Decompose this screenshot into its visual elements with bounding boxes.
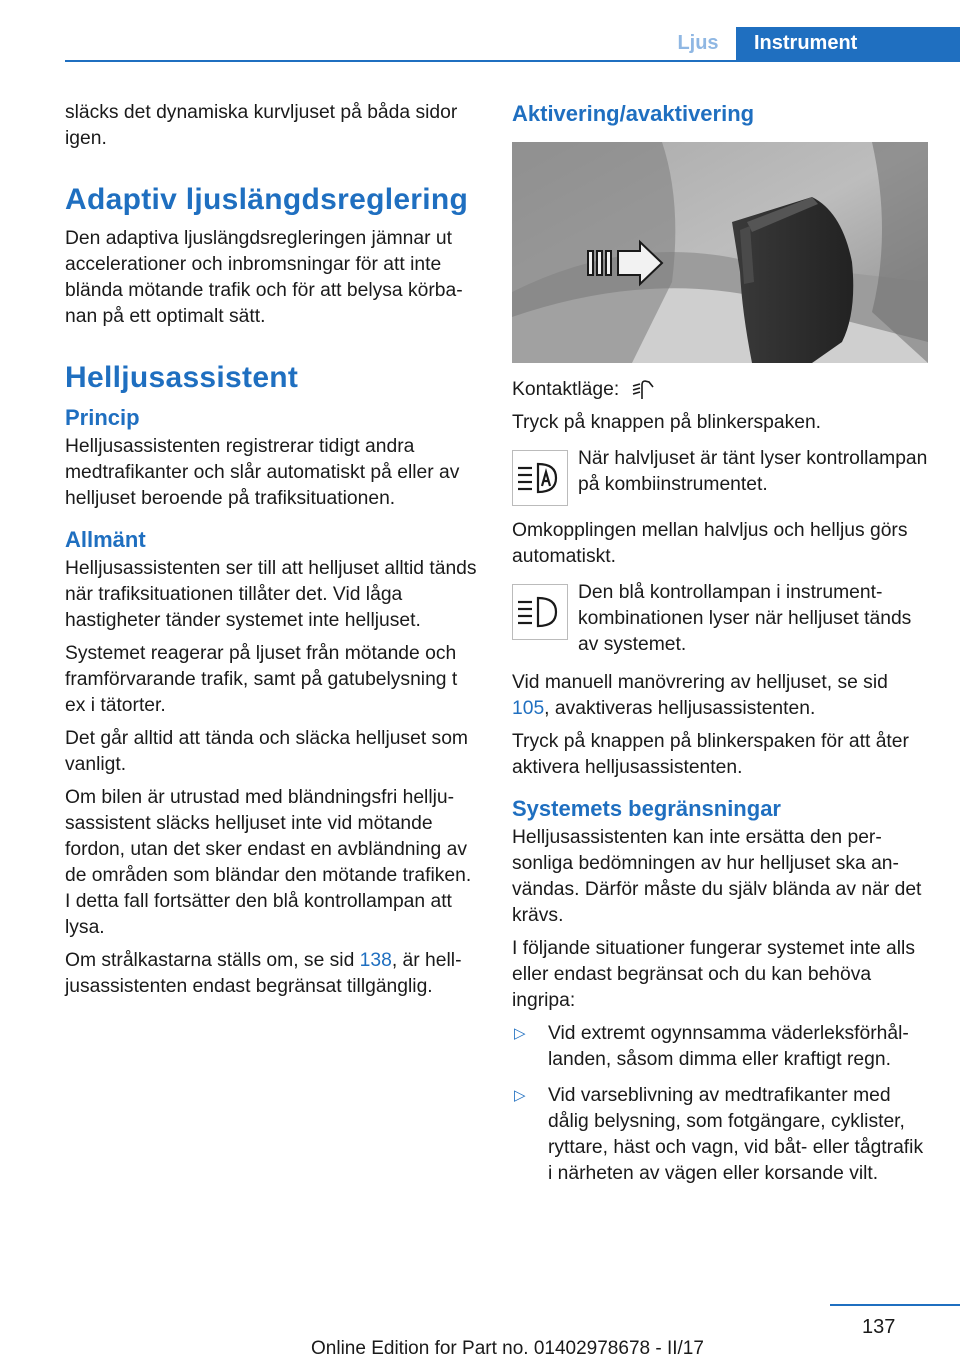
header-rule	[65, 60, 960, 62]
edition-note: Online Edition for Part no. 01402978678 - II/17	[311, 1338, 704, 1359]
page-number: 137	[862, 1316, 896, 1338]
header-section-tab: Ljus	[677, 32, 719, 54]
adaptiv-paragraph: Den adaptiva ljuslängdsregleringen jämnar ut accelerationer och inbromsningar för att inte blända mötande trafik och för att belysa körbanan på ett optimalt sätt.	[65, 228, 463, 327]
list-item-text: Vid varseblivning av medtrafikanter med dålig belysning, som fotgängare, cyklister, ryttare, häst och vagn, vid båt- eller tågtrafik i närheten av vägen eller korsande vilt.	[548, 1085, 924, 1184]
indicator-2-text: Den blå kontrollampan i instrumentkombinationen lyser när helljuset tänds av systemet.	[578, 582, 912, 655]
triangle-bullet-icon: ▷	[514, 1087, 526, 1104]
left-column	[65, 100, 480, 1007]
kontaktlage-label: Kontaktläge:	[512, 379, 620, 400]
heading-helljusassistent: Helljusassistent	[65, 361, 299, 394]
heading-begransningar: Systemets begränsningar	[512, 796, 781, 821]
manuell-text-pre: Vid manuell manövrering av helljuset, se sid	[512, 672, 888, 693]
right-column	[512, 100, 930, 1197]
heading-aktivering: Aktivering/avaktivering	[512, 101, 755, 126]
page-link-138[interactable]: 138	[359, 950, 392, 971]
allmant-paragraph-4: Om bilen är utrustad med bländningsfri helljusassistent släcks helljuset inte vid mötande fordon, utan det sker endast en avbländning av de områden som bländar den mötande trafiken. I detta fall fortsätter den blå kontrollampan att lysa.	[65, 787, 472, 938]
p5-text-pre: Om strålkastarna ställs om, se sid	[65, 950, 360, 971]
triangle-bullet-icon: ▷	[514, 1025, 526, 1042]
princip-paragraph: Helljusassistenten registrerar tidigt andra medtrafikanter och slår automatiskt på eller av helljuset beroende på trafiksituationen.	[65, 436, 460, 509]
heading-princip: Princip	[65, 405, 140, 430]
allmant-paragraph-5	[65, 948, 480, 1000]
begransningar-paragraph-2: I följande situationer fungerar systemet inte alls eller endast begränsat och du kan behöva ingripa:	[512, 938, 915, 1011]
list-item	[512, 1083, 930, 1187]
heading-adaptiv: Adaptiv ljuslängdsreglering	[65, 183, 469, 216]
stalk-button-photo	[512, 142, 928, 363]
indicator-1-text: När halvljuset är tänt lyser kontrollampan på kombiinstrumentet.	[578, 448, 928, 495]
manuell-text-post: , avaktiveras helljusassistenten.	[544, 698, 816, 719]
footer-rule	[830, 1304, 960, 1306]
page-link-105[interactable]: 105	[512, 698, 545, 719]
intro-paragraph: släcks det dynamiska kurvljuset på båda sidor igen.	[65, 102, 458, 149]
manuell-paragraph	[512, 670, 930, 722]
allmant-paragraph-1: Helljusassistenten ser till att helljuset alltid tänds när trafiksituationen tillåter det. Vid låga hastigheter tänder systemet inte helljuset.	[65, 558, 477, 631]
kontaktlage-line	[512, 377, 930, 403]
tryck2-paragraph: Tryck på knappen på blinkerspaken för att åter aktivera helljusassistenten.	[512, 731, 909, 778]
omkoppling-paragraph: Omkopplingen mellan halvljus och helljus görs automatiskt.	[512, 520, 908, 567]
high-beam-indicator-icon	[512, 584, 568, 640]
p5-text-post: , är helljusassistenten endast begränsat tillgänglig.	[65, 950, 462, 997]
indicator-row-low-beam-auto	[512, 446, 930, 506]
allmant-paragraph-2: Systemet reagerar på ljuset från mötande och framförvarande trafik, samt på gatubelysning t ex i tätorter.	[65, 643, 458, 716]
list-item	[512, 1021, 930, 1073]
tryck-paragraph: Tryck på knappen på blinkerspaken.	[512, 412, 822, 433]
indicator-row-high-beam	[512, 580, 930, 658]
high-beam-assist-indicator-icon	[512, 450, 568, 506]
begransningar-paragraph-1: Helljusassistenten kan inte ersätta den personliga bedömningen av hur helljuset ska användas. Därför måste du själv blända av när det krävs.	[512, 827, 922, 926]
ignition-position-icon	[631, 379, 655, 401]
heading-allmant: Allmänt	[65, 527, 146, 552]
allmant-paragraph-3: Det går alltid att tända och släcka helljuset som vanligt.	[65, 728, 468, 775]
list-item-text: Vid extremt ogynnsamma väderleksförhållanden, såsom dimma eller kraftigt regn.	[548, 1023, 909, 1070]
header-chapter-tab: Instrument	[736, 27, 960, 62]
